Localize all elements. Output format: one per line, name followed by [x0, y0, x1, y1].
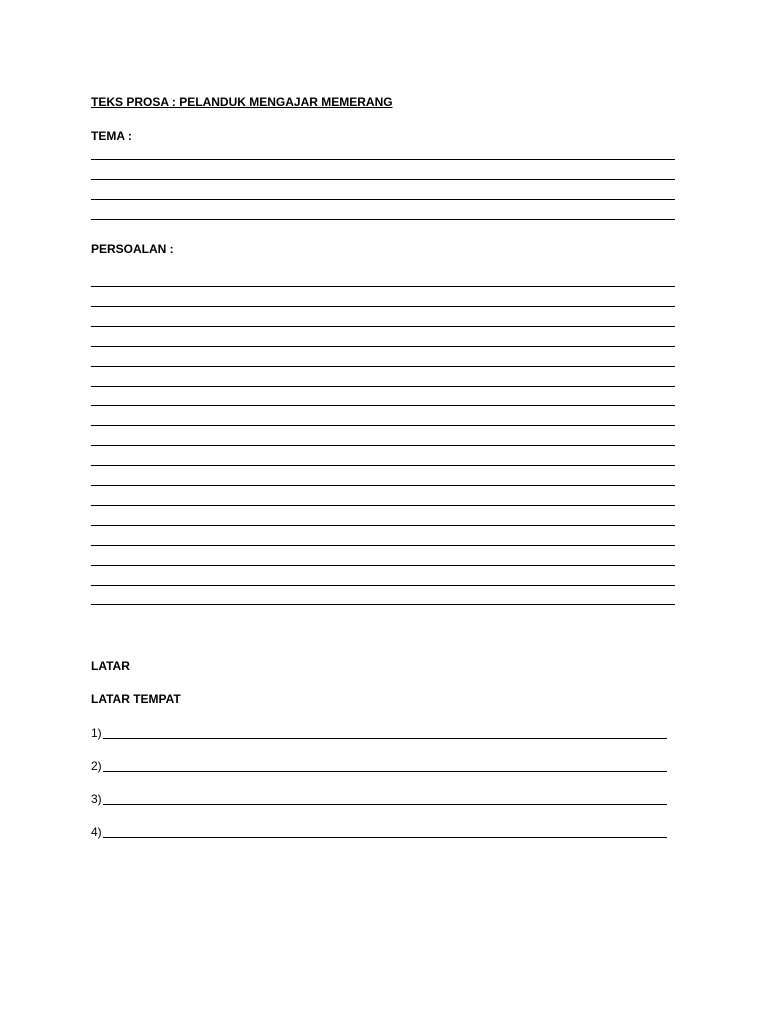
latar-tempat-label: LATAR TEMPAT — [91, 692, 181, 706]
answer-line[interactable] — [91, 425, 675, 426]
answer-blank[interactable] — [103, 837, 667, 838]
item-number: 1) — [91, 726, 102, 740]
latar-tempat-item-1[interactable] — [91, 726, 667, 742]
answer-line[interactable] — [91, 545, 675, 546]
answer-blank[interactable] — [103, 771, 667, 772]
answer-line[interactable] — [91, 525, 675, 526]
answer-line[interactable] — [91, 286, 675, 287]
item-number: 2) — [91, 759, 102, 773]
latar-label: LATAR — [91, 659, 130, 673]
answer-line[interactable] — [91, 465, 675, 466]
answer-line[interactable] — [91, 306, 675, 307]
persoalan-label: PERSOALAN : — [91, 242, 174, 256]
answer-line[interactable] — [91, 604, 675, 605]
answer-line[interactable] — [91, 326, 675, 327]
answer-line[interactable] — [91, 199, 675, 200]
item-number: 4) — [91, 825, 102, 839]
item-number: 3) — [91, 792, 102, 806]
latar-tempat-item-4[interactable] — [91, 825, 667, 841]
answer-line[interactable] — [91, 159, 675, 160]
answer-line[interactable] — [91, 505, 675, 506]
answer-blank[interactable] — [103, 738, 667, 739]
answer-line[interactable] — [91, 219, 675, 220]
answer-line[interactable] — [91, 485, 675, 486]
answer-line[interactable] — [91, 346, 675, 347]
answer-line[interactable] — [91, 179, 675, 180]
answer-line[interactable] — [91, 565, 675, 566]
answer-line[interactable] — [91, 585, 675, 586]
answer-line[interactable] — [91, 386, 675, 387]
latar-tempat-item-2[interactable] — [91, 759, 667, 775]
answer-line[interactable] — [91, 445, 675, 446]
answer-line[interactable] — [91, 366, 675, 367]
latar-tempat-item-3[interactable] — [91, 792, 667, 808]
tema-label: TEMA : — [91, 129, 132, 143]
answer-line[interactable] — [91, 405, 675, 406]
answer-blank[interactable] — [103, 804, 667, 805]
worksheet-title: TEKS PROSA : PELANDUK MENGAJAR MEMERANG — [91, 95, 393, 109]
